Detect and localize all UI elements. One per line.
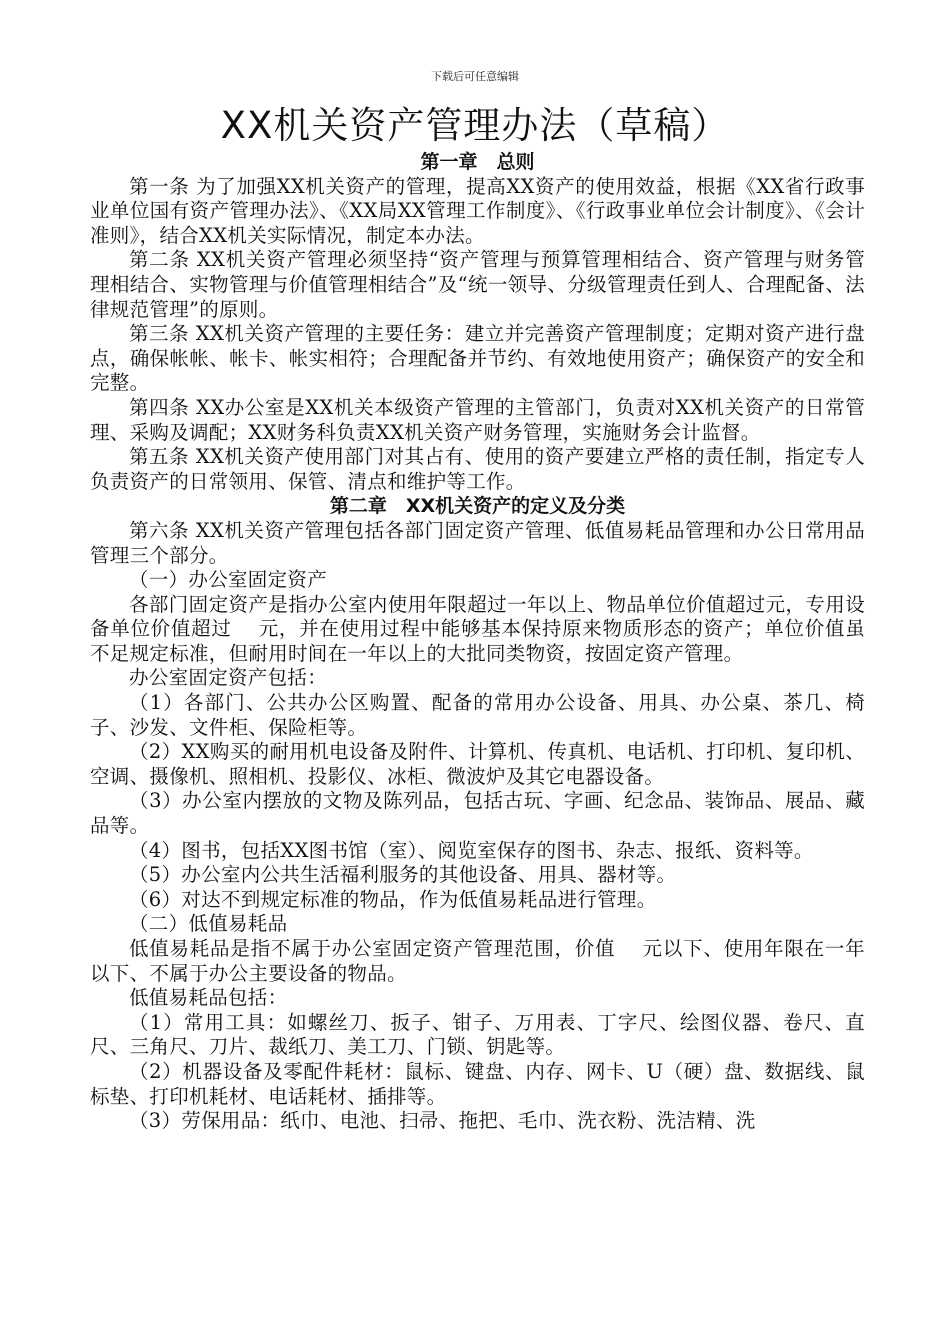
article-3: 第三条 XX机关资产管理的主要任务：建立并完善资产管理制度；定期对资产进行盘点，确保帐帐、帐卡、帐实相符；合理配备并节约、有效地使用资产；确保资产的安全和完整。 [90, 322, 865, 395]
chapter-1-heading: 第一章 总则 [420, 151, 535, 173]
article-5: 第五条 XX机关资产使用部门对其占有、使用的资产要建立严格的责任制，指定专人负责资产的日常领用、保管、清点和维护等工作。 [90, 445, 865, 493]
header-note: 下载后可任意编辑 [431, 70, 519, 83]
article-1: 第一条 为了加强XX机关资产的管理，提高XX资产的使用效益，根据《XX省行政事业单位国有资产管理办法》、《XX局XX管理工作制度》、《行政事业单位会计制度》、《会计准则》，结合XX机关实际情况，制定本办法。 [90, 174, 865, 247]
section-2-item-1: （1）常用工具：如螺丝刀、扳子、钳子、万用表、丁字尺、绘图仪器、卷尺、直尺、三角尺、刀片、裁纸刀、美工刀、门锁、钥匙等。 [90, 1010, 865, 1059]
section-1-item-5: （5）办公室内公共生活福利服务的其他设备、用具、器材等。 [129, 863, 677, 887]
section-2-definition: 低值易耗品是指不属于办公室固定资产管理范围，价值 元以下、使用年限在一年以下、不属于办公主要设备的物品。 [90, 937, 865, 985]
article-4: 第四条 XX办公室是XX机关本级资产管理的主管部门，负责对XX机关资产的日常管理、采购及调配；XX财务科负责XX机关资产财务管理，实施财务会计监督。 [90, 395, 865, 444]
section-1-definition: 各部门固定资产是指办公室内使用年限超过一年以上、物品单位价值超过元，专用设备单位价值超过 元，并在使用过程中能够基本保持原来物质形态的资产；单位价值虽不足规定标准，但耐用时间在一年以上的大批同类物资，按固定资产管理。 [90, 592, 865, 665]
section-1-item-1: （1）各部门、公共办公区购置、配备的常用办公设备、用具、办公桌、茶几、椅子、沙发、文件柜、保险柜等。 [90, 691, 865, 739]
section-2-item-2: （2）机器设备及零配件耗材：鼠标、键盘、内存、网卡、U（硬）盘、数据线、鼠标垫、打印机耗材、电话耗材、插排等。 [90, 1059, 865, 1108]
section-2-includes: 低值易耗品包括： [129, 986, 288, 1010]
chapter-2-heading: 第二章 XX机关资产的定义及分类 [329, 495, 626, 518]
section-1-item-4: （4）图书，包括XX图书馆（室）、阅览室保存的图书、杂志、报纸、资料等。 [129, 838, 814, 862]
section-2-heading: （二）低值易耗品 [129, 912, 288, 936]
section-2-item-3: （3）劳保用品：纸巾、电池、扫帚、拖把、毛巾、洗衣粉、洗洁精、洗 [129, 1109, 756, 1133]
document-body [90, 150, 865, 1134]
section-1-item-2: （2）XX购买的耐用机电设备及附件、计算机、传真机、电话机、打印机、复印机、空调、摄像机、照相机、投影仪、冰柜、微波炉及其它电器设备。 [90, 740, 865, 788]
section-1-includes: 办公室固定资产包括： [129, 666, 328, 690]
article-2: 第二条 XX机关资产管理必须坚持“资产管理与预算管理相结合、资产管理与财务管理相结合、实物管理与价值管理相结合”及“统一领导、分级管理责任到人、合理配备、法律规范管理”的原则。 [90, 248, 865, 321]
section-1-heading: （一）办公室固定资产 [129, 568, 328, 592]
document-title: XX机关资产管理办法（草稿） [220, 104, 730, 147]
section-1-item-3: （3）办公室内摆放的文物及陈列品，包括古玩、字画、纪念品、装饰品、展品、藏品等。 [90, 789, 865, 838]
section-1-item-6: （6）对达不到规定标准的物品，作为低值易耗品进行管理。 [129, 887, 657, 911]
article-6: 第六条 XX机关资产管理包括各部门固定资产管理、低值易耗品管理和办公日常用品管理三个部分。 [90, 518, 865, 567]
